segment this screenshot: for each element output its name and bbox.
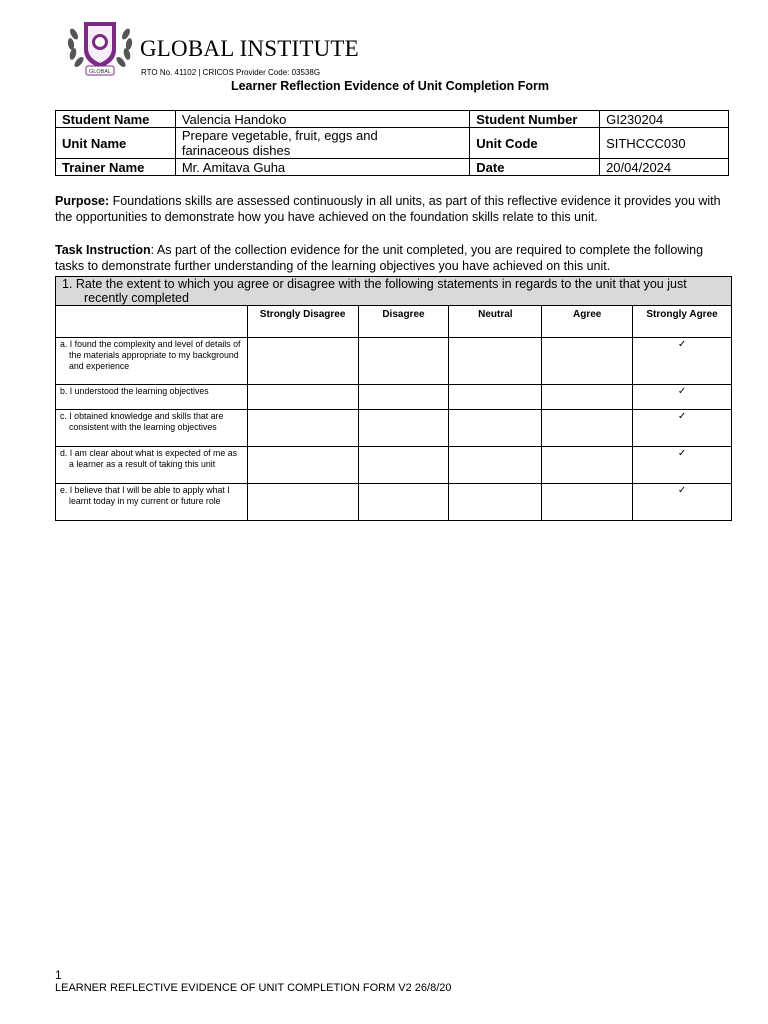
date-value: 20/04/2024 (600, 159, 729, 176)
rating-cell[interactable] (449, 410, 542, 447)
unit-name-line: farinaceous dishes (181, 143, 291, 158)
unit-name-value (175, 128, 469, 159)
learner-info-table (55, 110, 729, 176)
statement-text: e. I believe that I will be able to apply what I learnt today in my current or future role (60, 485, 230, 506)
statement-cell (56, 338, 248, 385)
rating-cell[interactable] (449, 484, 542, 521)
table-row (56, 128, 729, 159)
table-header-row (56, 306, 732, 338)
rating-cell[interactable] (542, 447, 633, 484)
rating-cell[interactable] (449, 447, 542, 484)
statement-text: d. I am clear about what is expected of me as a learner as a result of taking this unit (60, 448, 238, 469)
page-number: 1 (55, 968, 62, 982)
unit-code-value: SITHCCC030 (600, 128, 729, 159)
rating-cell[interactable] (247, 410, 358, 447)
column-header: Neutral (449, 306, 542, 338)
task-instruction-paragraph (55, 242, 731, 274)
unit-name-line: Prepare vegetable, fruit, eggs and (181, 128, 378, 143)
column-header: Strongly Agree (633, 306, 732, 338)
rating-rows (56, 338, 732, 521)
rating-cell[interactable] (542, 410, 633, 447)
laurel-shield-icon (64, 16, 136, 78)
column-header: Agree (542, 306, 633, 338)
trainer-name-value: Mr. Amitava Guha (175, 159, 469, 176)
rating-cell[interactable] (633, 447, 732, 484)
brand-name: GLOBAL INSTITUTE (140, 36, 359, 61)
table-row (56, 410, 732, 447)
statement-cell (56, 484, 248, 521)
rating-cell[interactable] (247, 338, 358, 385)
student-name-value: Valencia Handoko (175, 111, 469, 128)
rating-cell[interactable] (358, 410, 449, 447)
rating-question: 1. Rate the extent to which you agree or disagree with the following statements in regards to the unit that you just recently completed (56, 277, 732, 306)
statement-cell (56, 410, 248, 447)
table-row (56, 159, 729, 176)
column-header: Strongly Disagree (247, 306, 358, 338)
statement-cell (56, 447, 248, 484)
table-row (56, 447, 732, 484)
table-row (56, 484, 732, 521)
student-name-label: Student Name (56, 111, 176, 128)
rating-cell[interactable] (542, 338, 633, 385)
table-row (56, 385, 732, 410)
rating-cell[interactable] (633, 484, 732, 521)
statement-text: b. I understood the learning objectives (60, 386, 209, 396)
rating-cell[interactable] (247, 484, 358, 521)
rating-cell[interactable] (247, 447, 358, 484)
table-row (56, 111, 729, 128)
form-title: Learner Reflection Evidence of Unit Completion Form (230, 79, 550, 93)
checkmark-icon: ✓ (677, 386, 687, 397)
rating-cell[interactable] (449, 338, 542, 385)
rating-cell[interactable] (449, 385, 542, 410)
checkmark-icon: ✓ (677, 411, 687, 422)
rating-cell[interactable] (633, 410, 732, 447)
rto-line: RTO No. 41102 | CRICOS Provider Code: 03538G (141, 68, 321, 77)
checkmark-icon: ✓ (677, 339, 687, 350)
unit-code-label: Unit Code (470, 128, 600, 159)
trainer-name-label: Trainer Name (56, 159, 176, 176)
institute-logo (64, 16, 136, 78)
student-number-value: GI230204 (600, 111, 729, 128)
purpose-paragraph (55, 193, 731, 225)
purpose-text: Foundations skills are assessed continuously in all units, as part of this reflective evidence it provides you with the opportunities to demonstrate how you have achieved on the foundation skills relate to this unit. (55, 194, 721, 224)
rating-cell[interactable] (542, 385, 633, 410)
rating-cell[interactable] (358, 385, 449, 410)
rating-cell[interactable] (358, 484, 449, 521)
checkmark-icon: ✓ (677, 485, 687, 496)
purpose-label: Purpose: (55, 194, 110, 208)
statement-text: c. I obtained knowledge and skills that are consistent with the learning objectives (60, 411, 224, 432)
rating-cell[interactable] (633, 385, 732, 410)
statement-cell (56, 385, 248, 410)
rating-cell[interactable] (542, 484, 633, 521)
task-instruction-text: : As part of the collection evidence for the unit completed, you are required to complete the following tasks to demonstrate further understanding of the learning objectives you have achieved on this unit. (55, 243, 704, 273)
student-number-label: Student Number (470, 111, 600, 128)
rating-cell[interactable] (633, 338, 732, 385)
column-header-statement (56, 306, 248, 338)
table-row (56, 338, 732, 385)
task-instruction-label: Task Instruction (55, 243, 151, 257)
rating-cell[interactable] (358, 338, 449, 385)
statement-text: a. I found the complexity and level of details of the materials appropriate to my background and experience (60, 339, 241, 371)
footer-text: LEARNER REFLECTIVE EVIDENCE OF UNIT COMPLETION FORM V2 26/8/20 (55, 982, 452, 994)
svg-text:GLOBAL: GLOBAL (88, 69, 112, 75)
date-label: Date (470, 159, 600, 176)
rating-cell[interactable] (358, 447, 449, 484)
rating-table (55, 276, 732, 521)
table-row (56, 277, 732, 306)
checkmark-icon: ✓ (677, 448, 687, 459)
unit-name-label: Unit Name (56, 128, 176, 159)
column-header: Disagree (358, 306, 449, 338)
rating-cell[interactable] (247, 385, 358, 410)
